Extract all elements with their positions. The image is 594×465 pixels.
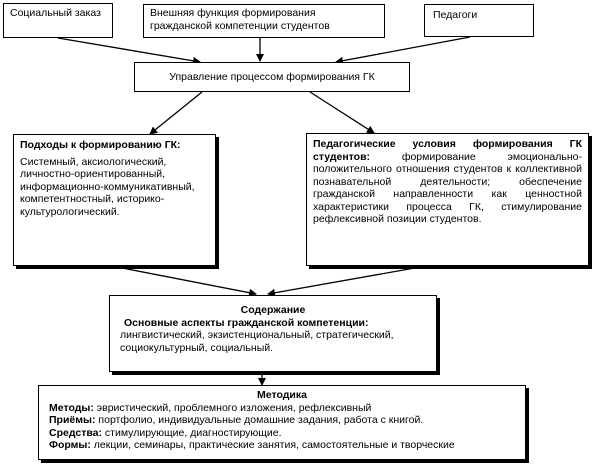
teachers-text: Педагоги (433, 9, 478, 21)
means-row (49, 427, 515, 440)
techniques-label: Приёмы: (49, 414, 96, 426)
arrow-management-to-conditions (310, 92, 374, 133)
approaches-box (13, 134, 216, 266)
techniques-text: портфолио, индивидуальные домашние задания, работа с книгой. (95, 414, 424, 426)
external-function-box (143, 4, 385, 38)
conditions-box (306, 133, 589, 266)
external-function-text: Внешняя функция формирования гражданской компетенции студентов (150, 7, 330, 32)
forms-text: лекции, семинары, практические занятия, самостоятельные и творческие (90, 439, 455, 451)
methods-row (49, 402, 515, 415)
techniques-row (49, 414, 515, 427)
arrow-approaches-to-content (112, 266, 256, 294)
social-order-text: Социальный заказ (10, 7, 101, 19)
forms-label: Формы: (49, 439, 91, 451)
management-text: Управление процессом формирования ГК (169, 71, 375, 83)
teachers-box (424, 4, 534, 37)
arrow-conditions-to-content (268, 266, 426, 294)
arrow-management-to-approaches (150, 92, 202, 134)
approaches-text: Системный, аксиологический, личностно-ориентированный, информационно-коммуникативный, компетентностный, историко-культурологический. (20, 155, 195, 218)
social-order-box (3, 3, 113, 38)
approaches-title: Подходы к формированию ГК: (20, 139, 181, 151)
methodology-box (38, 385, 526, 460)
arrow-social-to-management (58, 38, 200, 62)
content-title: Содержание (240, 304, 306, 316)
methods-text: эвристический, проблемного изложения, рефлексивный (93, 401, 372, 414)
means-label: Средства: (49, 426, 102, 439)
arrow-teachers-to-management (336, 37, 470, 62)
content-subtitle: Основные аспекты гражданской компетенции: (124, 316, 369, 329)
conditions-title: Педагогические условия формирования ГК студентов: (313, 138, 582, 163)
content-box (109, 295, 437, 372)
forms-row (49, 439, 515, 452)
means-text: стимулирующие, диагностирующие. (102, 426, 282, 439)
content-text: лингвистический, экзистенциональный, стратегический, социокультурный, социальный. (120, 329, 394, 354)
conditions-text: формирование эмоционально-положительного отношения студентов к коллективной познавательной деятельности; обеспечение гражданской направленности как ценностной характеристики процесса ГК, стимулирование рефлексивной позиции студентов. (313, 150, 582, 225)
methods-label: Методы: (49, 401, 94, 414)
methodology-title: Методика (257, 389, 307, 401)
management-box (134, 62, 410, 92)
